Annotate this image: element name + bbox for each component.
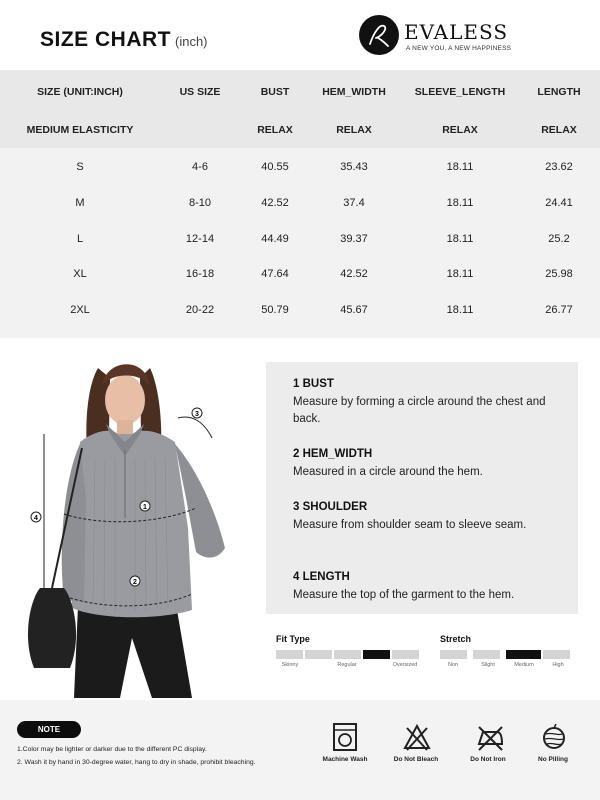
care-label: No Pilling [538, 756, 568, 763]
table-cell: 42.52 [261, 197, 289, 209]
marker-2: 2 [133, 579, 137, 586]
guide-text-length: Measure the top of the garment to the hem. [293, 589, 515, 601]
fit-seg [305, 650, 332, 659]
care-label: Do Not Bleach [393, 756, 439, 763]
stretch-scale [440, 634, 585, 674]
stretch-option-slight: Slight [481, 662, 495, 668]
header [0, 0, 600, 70]
table-subheader-cell: RELAX [257, 124, 293, 136]
table-header-cell: BUST [260, 86, 290, 98]
stretch-option-high: High [552, 662, 564, 668]
table-cell: M [75, 197, 85, 209]
guide-title-shoulder: 3 SHOULDER [293, 501, 368, 513]
fit-type-scale [276, 634, 421, 674]
table-header-cell: HEM_WIDTH [322, 86, 386, 98]
table-cell: 25.98 [545, 268, 573, 280]
table-header-cell: US SIZE [179, 86, 221, 98]
care-no-bleach [386, 722, 446, 772]
stretch-label: Stretch [440, 634, 472, 644]
table-cell: S [76, 161, 84, 173]
table-cell: 47.64 [261, 268, 289, 280]
care-machine-wash [315, 722, 375, 772]
table-cell: 23.62 [545, 161, 573, 173]
brand [358, 14, 558, 58]
marker-4: 4 [34, 515, 38, 522]
measurement-section [0, 338, 600, 700]
sweater-shape [70, 431, 192, 618]
page-title [40, 28, 208, 52]
table-header-cell: LENGTH [537, 86, 581, 98]
table-cell: 37.4 [343, 197, 365, 209]
no-iron-icon [475, 722, 505, 752]
table-cell: 2XL [70, 304, 90, 316]
table-cell: 44.49 [261, 233, 289, 245]
table-cell: 45.67 [340, 304, 368, 316]
guide-title-bust: 1 BUST [293, 378, 334, 390]
fit-seg-selected [363, 650, 390, 659]
table-cell: 12-14 [185, 233, 215, 245]
title-text: SIZE CHART [40, 28, 171, 51]
table-cell: 24.41 [545, 197, 573, 209]
fit-seg [334, 650, 361, 659]
stretch-seg [440, 650, 467, 659]
table-cell: 18.11 [446, 233, 474, 245]
guide-text-hem: Measured in a circle around the hem. [293, 466, 483, 478]
care-no-iron [458, 722, 518, 772]
brand-name: EVALESS [404, 20, 509, 44]
table-cell: L [76, 233, 84, 245]
care-no-pilling [523, 722, 583, 772]
machine-wash-icon [332, 722, 358, 752]
title-unit: (inch) [175, 34, 208, 49]
table-cell: 18.11 [446, 161, 474, 173]
guide-text-bust: Measure by forming a circle around the chest and back. [293, 396, 546, 425]
stretch-seg [543, 650, 570, 659]
note-section [0, 700, 600, 800]
table-cell: 8-10 [188, 197, 212, 209]
stretch-option-non: Non [447, 662, 459, 668]
table-header-cell: SIZE (UNIT:INCH) [37, 86, 123, 98]
note-line-1: 1.Color may be lighter or darker due to the different PC display. [17, 746, 207, 753]
size-table [0, 70, 600, 338]
stretch-seg [473, 650, 500, 659]
guide-title-length: 4 LENGTH [293, 571, 350, 583]
table-subheader-cell: RELAX [541, 124, 577, 136]
table-cell: 16-18 [185, 268, 215, 280]
brand-logo-icon [358, 14, 400, 56]
table-subheader-cell: RELAX [442, 124, 478, 136]
table-header [0, 70, 600, 148]
table-cell: 40.55 [261, 161, 289, 173]
table-cell: 35.43 [340, 161, 368, 173]
table-cell: 39.37 [340, 233, 368, 245]
marker-3: 3 [195, 411, 199, 418]
no-bleach-icon [403, 722, 431, 752]
fit-seg [276, 650, 303, 659]
table-cell: 18.11 [446, 197, 474, 209]
guide-text-shoulder: Measure from shoulder seam to sleeve seam. [293, 519, 527, 531]
table-cell: 25.2 [548, 233, 570, 245]
brand-tagline: A NEW YOU, A NEW HAPPINESS [406, 45, 512, 52]
care-label: Do Not Iron [470, 756, 506, 763]
table-header-cell: SLEEVE_LENGTH [414, 86, 506, 98]
fit-option-skinny: Skinny [281, 662, 299, 668]
marker-1: 1 [143, 504, 147, 511]
table-subheader-cell: RELAX [336, 124, 372, 136]
model-figure [0, 338, 265, 700]
table-cell: 4-6 [192, 161, 208, 173]
measurement-guide [266, 362, 578, 614]
no-pilling-icon [540, 722, 568, 752]
table-cell: 42.52 [340, 268, 368, 280]
fit-option-oversized: Oversized [392, 662, 418, 668]
care-label: Machine Wash [322, 756, 368, 763]
note-badge: NOTE [17, 721, 81, 738]
table-cell: 18.11 [446, 304, 474, 316]
guide-title-hem: 2 HEM_WIDTH [293, 448, 373, 460]
fit-option-regular: Regular [337, 662, 357, 668]
stretch-seg-selected [506, 650, 541, 659]
table-cell: XL [73, 268, 87, 280]
stretch-option-medium: Medium [514, 662, 534, 668]
table-cell: 18.11 [446, 268, 474, 280]
table-subheader-cell: MEDIUM ELASTICITY [26, 124, 134, 136]
table-cell: 50.79 [261, 304, 289, 316]
fit-seg [392, 650, 419, 659]
table-cell: 20-22 [185, 304, 215, 316]
note-line-2: 2. Wash it by hand in 30-degree water, hang to dry in shade, prohibit bleaching. [17, 759, 256, 766]
fit-type-label: Fit Type [276, 634, 310, 644]
table-cell: 26.77 [545, 304, 573, 316]
